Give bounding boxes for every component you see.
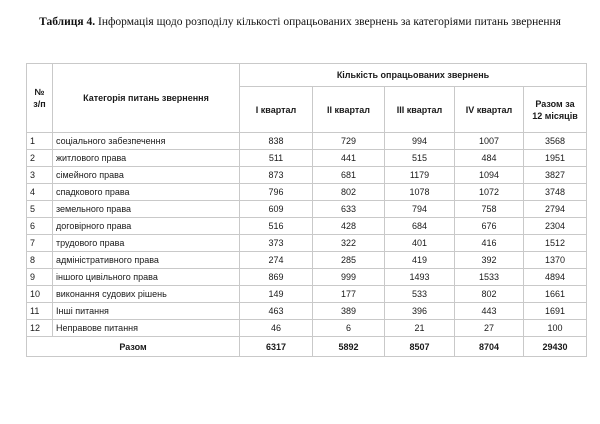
row-category: договірного права [53,218,240,235]
table-caption-label: Таблиця 4. [39,16,96,28]
row-category: трудового права [53,235,240,252]
row-number: 3 [27,167,53,184]
row-q4: 758 [455,201,524,218]
row-q1: 149 [240,286,313,303]
row-q4: 484 [455,150,524,167]
row-number: 12 [27,320,53,337]
row-q4: 802 [455,286,524,303]
table-row [27,320,587,337]
row-total: 3827 [524,167,587,184]
row-number: 7 [27,235,53,252]
row-q3: 396 [385,303,455,320]
table-row [27,133,587,150]
row-q2: 6 [313,320,385,337]
header-number [27,64,53,133]
header-q2: II квартал [313,87,385,133]
header-category: Категорія питань звернення [53,64,240,133]
row-category: Інші питання [53,303,240,320]
total-q2: 5892 [313,337,385,357]
row-total: 1661 [524,286,587,303]
table-row [27,218,587,235]
row-q3: 21 [385,320,455,337]
total-row [27,337,587,357]
total-q4: 8704 [455,337,524,357]
table-row [27,201,587,218]
total-label: Разом [27,337,240,357]
row-q4: 1533 [455,269,524,286]
row-category: соціального забезпечення [53,133,240,150]
row-total: 1370 [524,252,587,269]
row-q1: 373 [240,235,313,252]
row-category: спадкового права [53,184,240,201]
row-number: 5 [27,201,53,218]
row-q4: 392 [455,252,524,269]
row-q3: 1078 [385,184,455,201]
row-q3: 994 [385,133,455,150]
table-row [27,235,587,252]
table-row [27,252,587,269]
row-q2: 802 [313,184,385,201]
row-q1: 511 [240,150,313,167]
row-q2: 441 [313,150,385,167]
row-q4: 443 [455,303,524,320]
row-number: 9 [27,269,53,286]
header-row [27,64,587,87]
row-category: сімейного права [53,167,240,184]
appeals-table [26,63,587,357]
row-q2: 633 [313,201,385,218]
row-q1: 838 [240,133,313,150]
row-category: земельного права [53,201,240,218]
row-category: адміністративного права [53,252,240,269]
table-row [27,303,587,320]
row-q4: 1007 [455,133,524,150]
row-number: 10 [27,286,53,303]
total-q1: 6317 [240,337,313,357]
row-q4: 27 [455,320,524,337]
row-q4: 1094 [455,167,524,184]
row-total: 100 [524,320,587,337]
table-caption-text: Інформація щодо розподілу кількості опрацьованих звернень за категоріями питань звернення [95,16,561,28]
row-q3: 533 [385,286,455,303]
table-row [27,184,587,201]
row-q4: 676 [455,218,524,235]
table-caption [20,15,580,29]
row-total: 3568 [524,133,587,150]
header-q4: IV квартал [455,87,524,133]
row-total: 1691 [524,303,587,320]
header-total-line1: Разом за [535,98,575,109]
header-total-line2: 12 місяців [532,110,578,121]
row-q3: 515 [385,150,455,167]
row-category: Неправове питання [53,320,240,337]
row-q3: 684 [385,218,455,235]
row-total: 2304 [524,218,587,235]
header-group: Кількість опрацьованих звернень [240,64,587,87]
row-category: іншого цивільного права [53,269,240,286]
row-q1: 796 [240,184,313,201]
row-q2: 729 [313,133,385,150]
row-number: 4 [27,184,53,201]
header-q1: I квартал [240,87,313,133]
row-q3: 794 [385,201,455,218]
table-row [27,269,587,286]
row-q2: 681 [313,167,385,184]
header-total [524,87,587,133]
row-q2: 322 [313,235,385,252]
row-total: 2794 [524,201,587,218]
row-number: 2 [27,150,53,167]
row-q4: 416 [455,235,524,252]
row-number: 1 [27,133,53,150]
row-q4: 1072 [455,184,524,201]
row-q2: 177 [313,286,385,303]
row-q1: 869 [240,269,313,286]
row-q1: 873 [240,167,313,184]
row-q3: 419 [385,252,455,269]
row-total: 1951 [524,150,587,167]
row-number: 6 [27,218,53,235]
row-q1: 609 [240,201,313,218]
row-q2: 285 [313,252,385,269]
row-q1: 274 [240,252,313,269]
row-q2: 999 [313,269,385,286]
table-row [27,286,587,303]
row-total: 1512 [524,235,587,252]
row-category: виконання судових рішень [53,286,240,303]
row-q2: 428 [313,218,385,235]
header-q3: III квартал [385,87,455,133]
row-q1: 46 [240,320,313,337]
row-total: 4894 [524,269,587,286]
table-row [27,150,587,167]
total-q3: 8507 [385,337,455,357]
row-number: 11 [27,303,53,320]
row-category: житлового права [53,150,240,167]
header-number-line1: № [34,87,45,97]
row-q3: 1493 [385,269,455,286]
table-row [27,167,587,184]
row-q3: 401 [385,235,455,252]
row-number: 8 [27,252,53,269]
header-number-line2: з/п [33,99,46,109]
row-q1: 516 [240,218,313,235]
total-year: 29430 [524,337,587,357]
row-q3: 1179 [385,167,455,184]
row-q1: 463 [240,303,313,320]
row-q2: 389 [313,303,385,320]
row-total: 3748 [524,184,587,201]
